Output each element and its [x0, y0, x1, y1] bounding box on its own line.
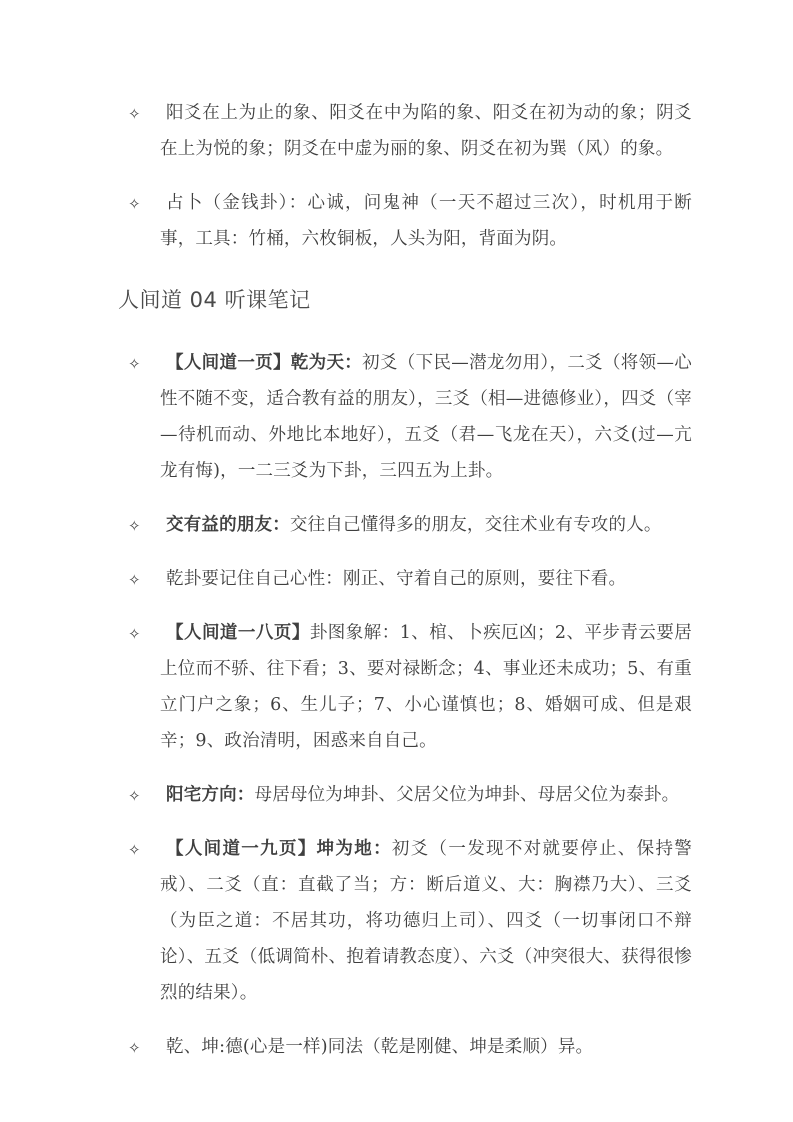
list-item-text: 乾卦要记住自己心性：刚正、守着自己的原则，要往下看。 [166, 569, 627, 589]
bullet-star-icon: ✧ [128, 1039, 141, 1057]
bullet-star-icon: ✧ [128, 787, 141, 805]
list-item-text: 【人间道一九页】坤为地：初爻（一发现不对就要停止、保持警戒）、二爻（直：直截了当；方：断后道义、大：胸襟乃大）、三爻（为臣之道：不居其功，将功德归上司）、四爻（一切事闭口不辩论）、五爻（低调简朴、抱着请教态度）、六爻（冲突很大、获得很惨烈的结果）。 [160, 839, 692, 1003]
bullet-star-icon: ✧ [128, 625, 141, 643]
list-item [118, 185, 692, 257]
bullet-star-icon: ✧ [128, 517, 141, 535]
list-item-text: 阳爻在上为止的象、阳爻在中为陷的象、阳爻在初为动的象；阴爻在上为悦的象；阴爻在中虚为丽的象、阴爻在初为巽（风）的象。 [160, 103, 692, 159]
list-item-text: 占卜（金钱卦）：心诚，问鬼神（一天不超过三次），时机用于断事，工具：竹桶，六枚铜板，人头为阳，背面为阴。 [160, 193, 692, 249]
list-item [118, 1029, 692, 1065]
bullet-star-icon: ✧ [128, 105, 141, 123]
section-heading: 人间道 04 听课笔记 [118, 288, 311, 312]
document-content [118, 95, 692, 1065]
list-item-text: 乾、坤:德(心是一样)同法（乾是刚健、坤是柔顺）异。 [166, 1037, 594, 1057]
list-item-text: 【人间道一页】乾为天：初爻（下民—潜龙勿用），二爻（将领—心性不随不变，适合教有益的朋友），三爻（相—进德修业），四爻（宰—待机而动、外地比本地好），五爻（君—飞龙在天），六爻(过—亢龙有悔)，一二三爻为下卦，三四五为上卦。 [160, 353, 692, 481]
bullet-star-icon: ✧ [128, 571, 141, 589]
list-item [118, 831, 692, 1011]
bullet-star-icon: ✧ [128, 355, 141, 373]
list-item [118, 615, 692, 759]
bullet-star-icon: ✧ [128, 841, 141, 859]
list-item [118, 777, 692, 813]
list-item-text: 交有益的朋友：交往自己懂得多的朋友，交往术业有专攻的人。 [166, 515, 662, 535]
list-item-text: 阳宅方向：母居母位为坤卦、父居父位为坤卦、母居父位为泰卦。 [166, 785, 680, 805]
bullet-star-icon: ✧ [128, 195, 141, 213]
list-item [118, 561, 692, 597]
list-item-text: 【人间道一八页】卦图象解：1、棺、卜疾厄凶；2、平步青云要居上位而不骄、往下看；3、要对禄断念；4、事业还未成功；5、有重立门户之象；6、生儿子；7、小心谨慎也；8、婚姻可成、但是艰辛；9、政治清明，困惑来自自己。 [160, 623, 692, 751]
list-item [118, 95, 692, 167]
notes-list-lecture [118, 345, 692, 1065]
notes-list-top [118, 95, 692, 257]
list-item [118, 507, 692, 543]
list-item [118, 345, 692, 489]
